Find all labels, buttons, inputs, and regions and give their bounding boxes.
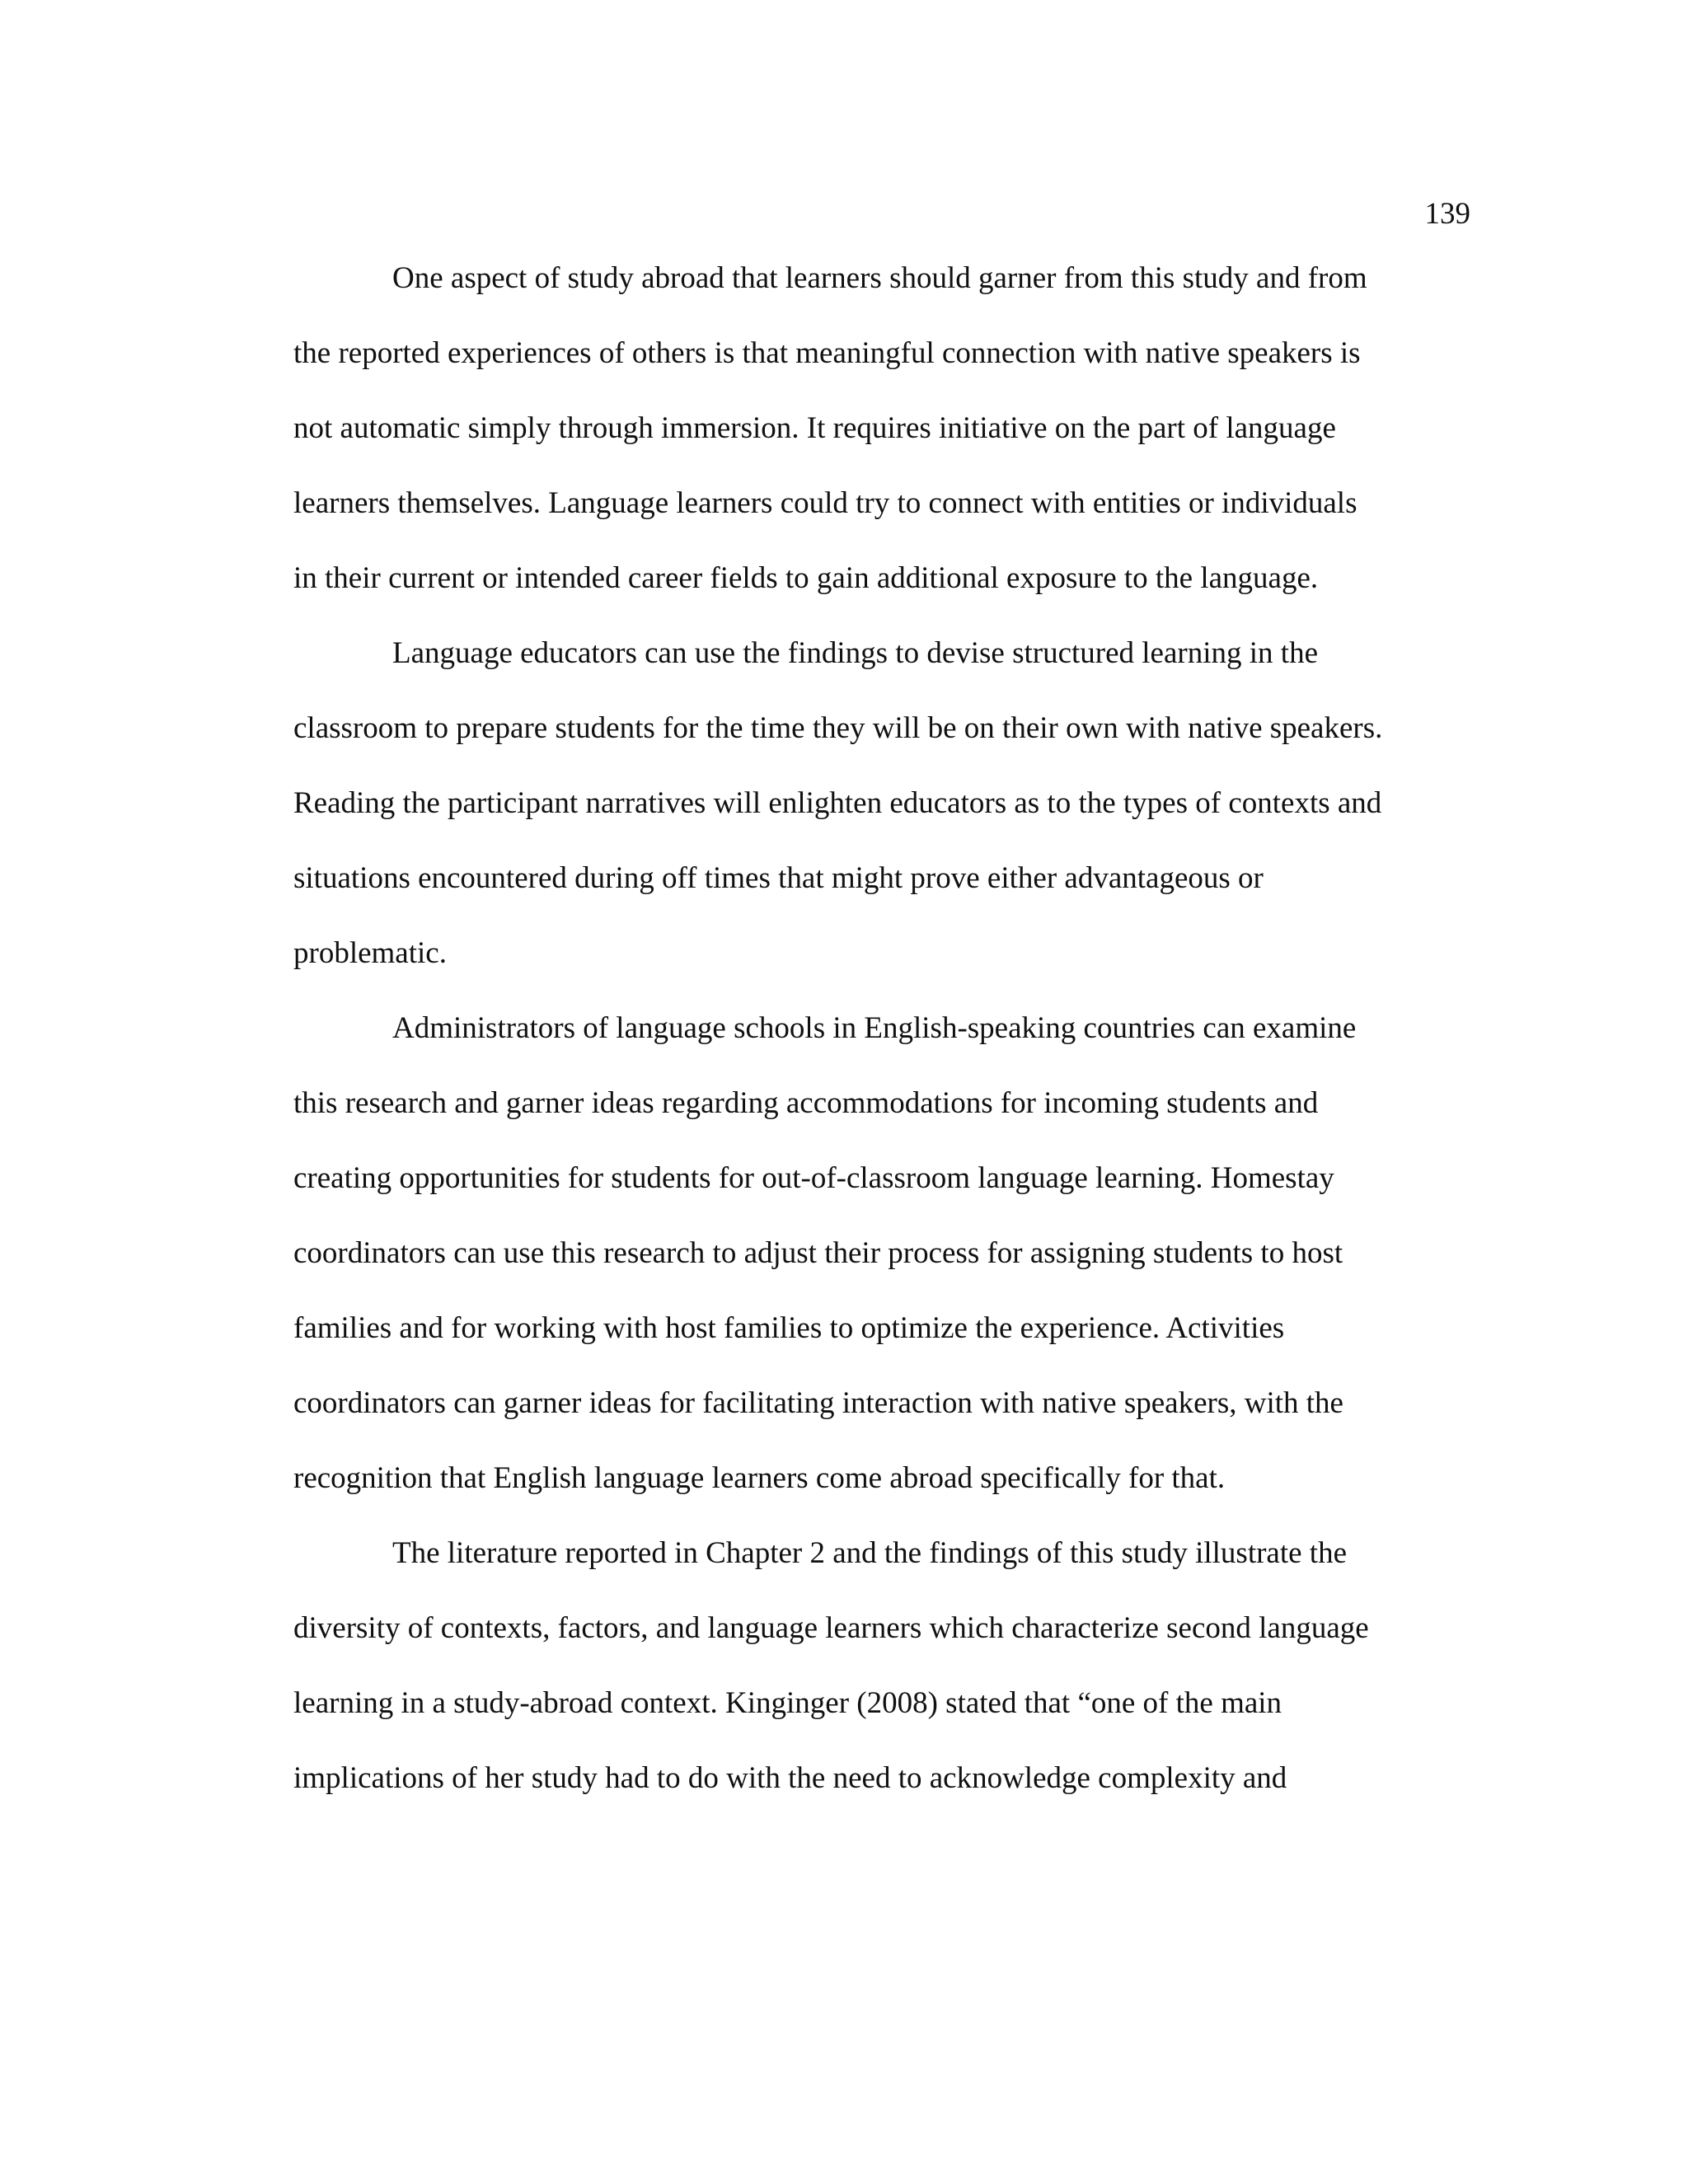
- text-line: coordinators can garner ideas for facilitating interaction with native speakers, with the: [293, 1386, 1343, 1420]
- text-line: coordinators can use this research to adjust their process for assigning students to host: [293, 1236, 1343, 1270]
- text-line: diversity of contexts, factors, and language learners which characterize second language: [293, 1611, 1369, 1645]
- text-line: families and for working with host families to optimize the experience. Activities: [293, 1311, 1285, 1345]
- text-line: Language educators can use the findings to devise structured learning in the: [392, 636, 1318, 670]
- text-line: The literature reported in Chapter 2 and the findings of this study illustrate the: [392, 1536, 1348, 1570]
- text-line: situations encountered during off times that might prove either advantageous or: [293, 861, 1264, 895]
- text-line: the reported experiences of others is that meaningful connection with native speakers is: [293, 336, 1361, 370]
- text-line: Administrators of language schools in English-speaking countries can examine: [392, 1011, 1357, 1045]
- text-line: this research and garner ideas regarding accommodations for incoming students and: [293, 1086, 1319, 1120]
- text-line: learners themselves. Language learners could try to connect with entities or individuals: [293, 486, 1357, 520]
- text-line: learning in a study-abroad context. Kinginger (2008) stated that “one of the main: [293, 1686, 1282, 1720]
- text-line: problematic.: [293, 936, 447, 970]
- text-line: in their current or intended career fields to gain additional exposure to the language.: [293, 561, 1319, 595]
- text-line: not automatic simply through immersion. It requires initiative on the part of language: [293, 411, 1336, 445]
- text-line: implications of her study had to do with the need to acknowledge complexity and: [293, 1761, 1287, 1795]
- text-line: recognition that English language learners come abroad specifically for that.: [293, 1461, 1226, 1495]
- text-line: Reading the participant narratives will enlighten educators as to the types of contexts and: [293, 786, 1382, 820]
- text-line: creating opportunities for students for out-of-classroom language learning. Homestay: [293, 1161, 1334, 1195]
- page-number: 139: [1424, 197, 1470, 231]
- text-line: classroom to prepare students for the time they will be on their own with native speakers.: [293, 711, 1383, 745]
- text-line: One aspect of study abroad that learners should garner from this study and from: [392, 261, 1367, 295]
